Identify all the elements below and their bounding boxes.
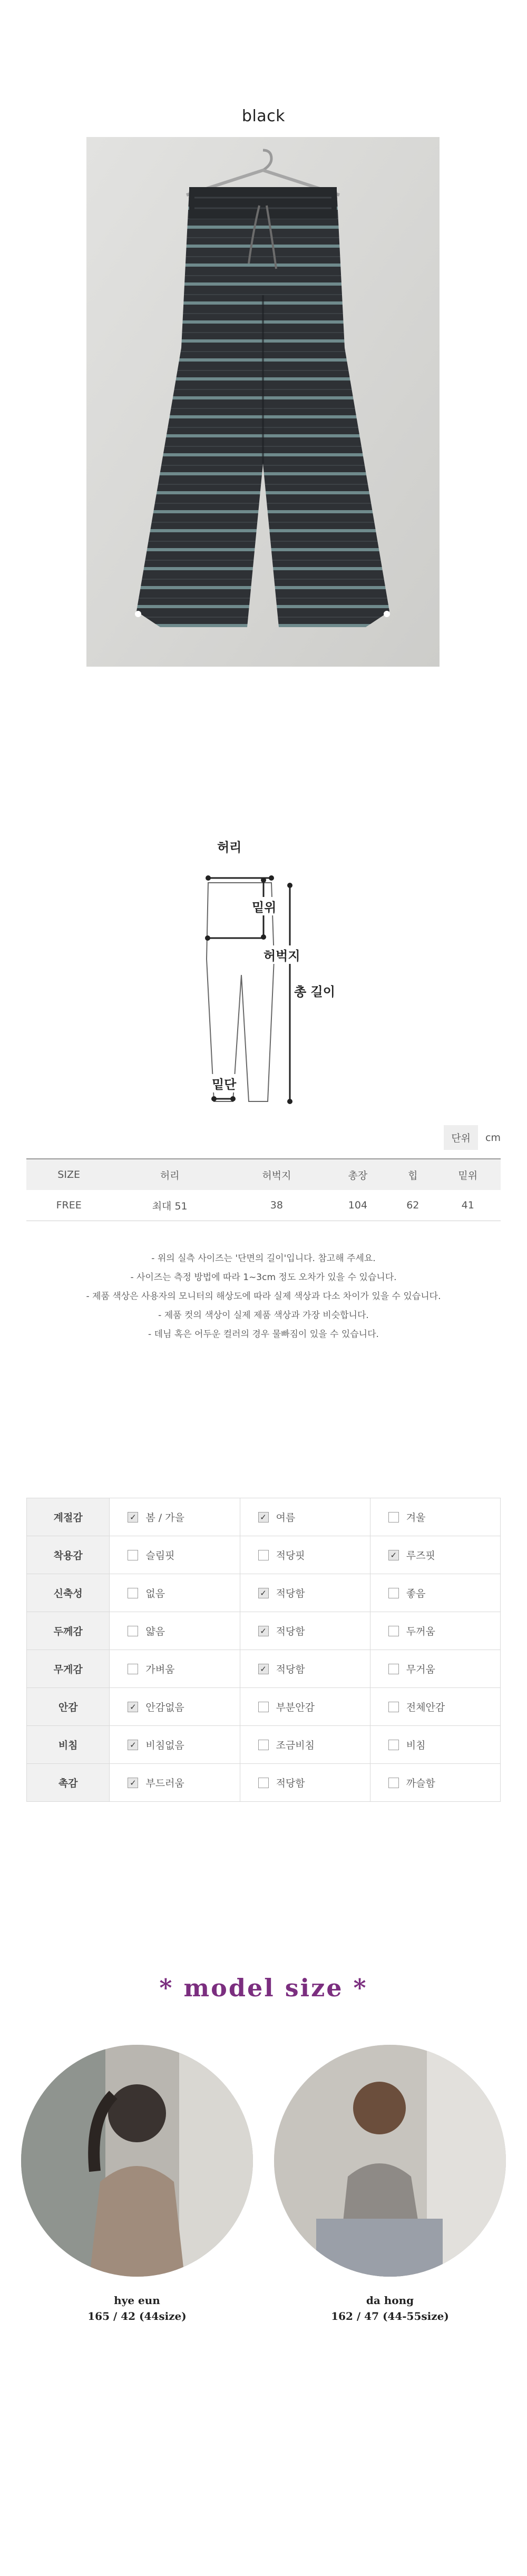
striped-pants-illustration <box>86 137 440 667</box>
checkbox-empty-icon <box>388 1626 399 1636</box>
fabric-row <box>27 1574 501 1612</box>
fabric-option <box>240 1536 370 1574</box>
model-photo <box>21 2045 253 2277</box>
fabric-option-label: 겨울 <box>406 1512 426 1524</box>
checkbox-empty-icon <box>388 1664 399 1674</box>
checkbox-empty-icon <box>258 1702 269 1712</box>
fabric-option <box>240 1650 370 1688</box>
fabric-row-label: 두께감 <box>27 1612 110 1650</box>
cell-thigh: 38 <box>228 1190 325 1221</box>
checkbox-checked-icon: ✓ <box>128 1740 138 1750</box>
fabric-row-label: 신축성 <box>27 1574 110 1612</box>
fabric-option <box>370 1764 500 1802</box>
fabric-row-label: 계절감 <box>27 1498 110 1536</box>
unit-value: cm <box>485 1131 501 1144</box>
fabric-option <box>110 1726 240 1764</box>
diagram-label-rise: 밑위 <box>251 897 277 915</box>
checkbox-empty-icon <box>388 1778 399 1788</box>
product-photo <box>86 137 440 667</box>
model-card <box>21 2045 253 2324</box>
fabric-option-label: 적당함 <box>276 1626 305 1637</box>
model-size-title: * model size * <box>159 1974 368 2002</box>
model-size: 165 / 42 (44size) <box>87 2310 187 2323</box>
cell-size: FREE <box>26 1190 111 1221</box>
checkbox-checked-icon: ✓ <box>258 1512 269 1523</box>
fabric-row <box>27 1726 501 1764</box>
fabric-option <box>370 1536 500 1574</box>
fabric-option <box>240 1764 370 1802</box>
model-photo <box>274 2045 506 2277</box>
note-line: - 위의 실측 사이즈는 '단면의 길이'입니다. 참고해 주세요. <box>151 1253 376 1264</box>
checkbox-empty-icon <box>388 1740 399 1750</box>
table-row <box>26 1190 501 1221</box>
model-photo-placeholder <box>21 2045 253 2277</box>
header-thigh: 허벅지 <box>228 1159 325 1190</box>
cell-hip: 62 <box>391 1190 435 1221</box>
fabric-option <box>110 1764 240 1802</box>
fabric-option-label: 슬림핏 <box>145 1550 175 1562</box>
color-label: black <box>241 107 286 125</box>
model-size: 162 / 47 (44-55size) <box>331 2310 449 2323</box>
checkbox-checked-icon: ✓ <box>258 1588 269 1598</box>
size-notes <box>0 1249 527 1344</box>
fabric-option <box>110 1574 240 1612</box>
fabric-option <box>370 1650 500 1688</box>
header-size: SIZE <box>26 1159 111 1190</box>
fabric-row <box>27 1764 501 1802</box>
fabric-option-label: 여름 <box>276 1512 296 1524</box>
note-line: - 데님 혹은 어두운 컬러의 경우 물빠짐이 있을 수 있습니다. <box>148 1329 379 1340</box>
fabric-row-label: 안감 <box>27 1688 110 1726</box>
header-waist: 허리 <box>111 1159 228 1190</box>
fabric-option-label: 비침없음 <box>145 1740 184 1751</box>
model-name: hye eun <box>114 2294 160 2307</box>
fabric-option-label: 전체안감 <box>406 1702 445 1713</box>
checkbox-empty-icon <box>128 1550 138 1560</box>
fabric-option-label: 부드러움 <box>145 1778 184 1789</box>
fabric-option-label: 비침 <box>406 1740 426 1751</box>
fabric-row <box>27 1498 501 1536</box>
diagram-label-hem: 밑단 <box>211 1074 237 1092</box>
checkbox-checked-icon: ✓ <box>258 1626 269 1636</box>
unit-selector <box>444 1125 501 1150</box>
checkbox-checked-icon: ✓ <box>258 1664 269 1674</box>
model-photo-placeholder <box>274 2045 506 2277</box>
fabric-option <box>370 1726 500 1764</box>
fabric-option <box>110 1498 240 1536</box>
fabric-row <box>27 1688 501 1726</box>
fabric-row-label: 착용감 <box>27 1536 110 1574</box>
diagram-label-thigh: 허벅지 <box>262 945 301 964</box>
size-table-header-row <box>26 1159 501 1190</box>
fabric-option-label: 루즈핏 <box>406 1550 435 1562</box>
checkbox-checked-icon: ✓ <box>388 1550 399 1560</box>
fabric-option-label: 적당핏 <box>276 1550 305 1562</box>
fabric-option <box>240 1498 370 1536</box>
checkbox-empty-icon <box>128 1664 138 1674</box>
fabric-option-label: 적당함 <box>276 1664 305 1675</box>
checkbox-empty-icon <box>388 1512 399 1523</box>
fabric-option <box>370 1612 500 1650</box>
cell-total-length: 104 <box>325 1190 391 1221</box>
fabric-option-label: 가벼움 <box>145 1664 175 1675</box>
checkbox-empty-icon <box>128 1588 138 1598</box>
fabric-row-label: 무게감 <box>27 1650 110 1688</box>
note-line: - 사이즈는 측정 방법에 따라 1~3cm 정도 오차가 있을 수 있습니다. <box>130 1272 397 1283</box>
checkbox-empty-icon <box>258 1778 269 1788</box>
fabric-option-label: 적당함 <box>276 1778 305 1789</box>
fabric-option-label: 얇음 <box>145 1626 165 1637</box>
fabric-option <box>240 1688 370 1726</box>
header-hip: 힙 <box>391 1159 435 1190</box>
fabric-option-label: 까슬함 <box>406 1778 435 1789</box>
fabric-row <box>27 1536 501 1574</box>
checkbox-checked-icon: ✓ <box>128 1512 138 1523</box>
fabric-option <box>240 1612 370 1650</box>
fabric-option-label: 적당함 <box>276 1588 305 1599</box>
fabric-option <box>110 1536 240 1574</box>
fabric-option <box>370 1498 500 1536</box>
fabric-option-label: 조금비침 <box>276 1740 315 1751</box>
fabric-option-label: 두꺼움 <box>406 1626 435 1637</box>
checkbox-empty-icon <box>388 1702 399 1712</box>
checkbox-empty-icon <box>388 1588 399 1598</box>
model-name: da hong <box>366 2294 414 2307</box>
cell-waist: 최대 51 <box>111 1190 228 1221</box>
fabric-option-label: 없음 <box>145 1588 165 1599</box>
fabric-option <box>110 1688 240 1726</box>
diagram-label-total-length: 총 길이 <box>293 981 336 1000</box>
fabric-option-label: 좋음 <box>406 1588 426 1599</box>
checkbox-empty-icon <box>258 1550 269 1560</box>
fabric-row <box>27 1650 501 1688</box>
checkbox-checked-icon: ✓ <box>128 1702 138 1712</box>
fabric-option <box>240 1574 370 1612</box>
note-line: - 제품 컷의 색상이 실제 제품 색상과 가장 비슷합니다. <box>158 1310 369 1321</box>
fabric-option <box>110 1612 240 1650</box>
diagram-label-waist: 허리 <box>216 837 242 855</box>
checkbox-checked-icon: ✓ <box>128 1778 138 1788</box>
fabric-option-label: 무거움 <box>406 1664 435 1675</box>
size-table <box>26 1158 501 1221</box>
fabric-row-label: 비침 <box>27 1726 110 1764</box>
fabric-option <box>370 1574 500 1612</box>
model-card <box>274 2045 506 2324</box>
fabric-option-label: 안감없음 <box>145 1702 184 1713</box>
fabric-option <box>370 1688 500 1726</box>
header-rise: 밑위 <box>435 1159 501 1190</box>
fabric-row-label: 촉감 <box>27 1764 110 1802</box>
fabric-info-table <box>26 1498 501 1802</box>
checkbox-empty-icon <box>128 1626 138 1636</box>
header-total-length: 총장 <box>325 1159 391 1190</box>
fabric-row <box>27 1612 501 1650</box>
fabric-option-label: 부분안감 <box>276 1702 315 1713</box>
fabric-option-label: 봄 / 가을 <box>145 1512 184 1524</box>
fabric-option <box>110 1650 240 1688</box>
fabric-option <box>240 1726 370 1764</box>
unit-button[interactable]: 단위 <box>444 1125 478 1150</box>
cell-rise: 41 <box>435 1190 501 1221</box>
size-diagram <box>200 838 348 1123</box>
checkbox-empty-icon <box>258 1740 269 1750</box>
note-line: - 제품 색상은 사용자의 모니터의 해상도에 따라 실제 색상과 다소 차이가 있을 수 있습니다. <box>86 1291 441 1302</box>
